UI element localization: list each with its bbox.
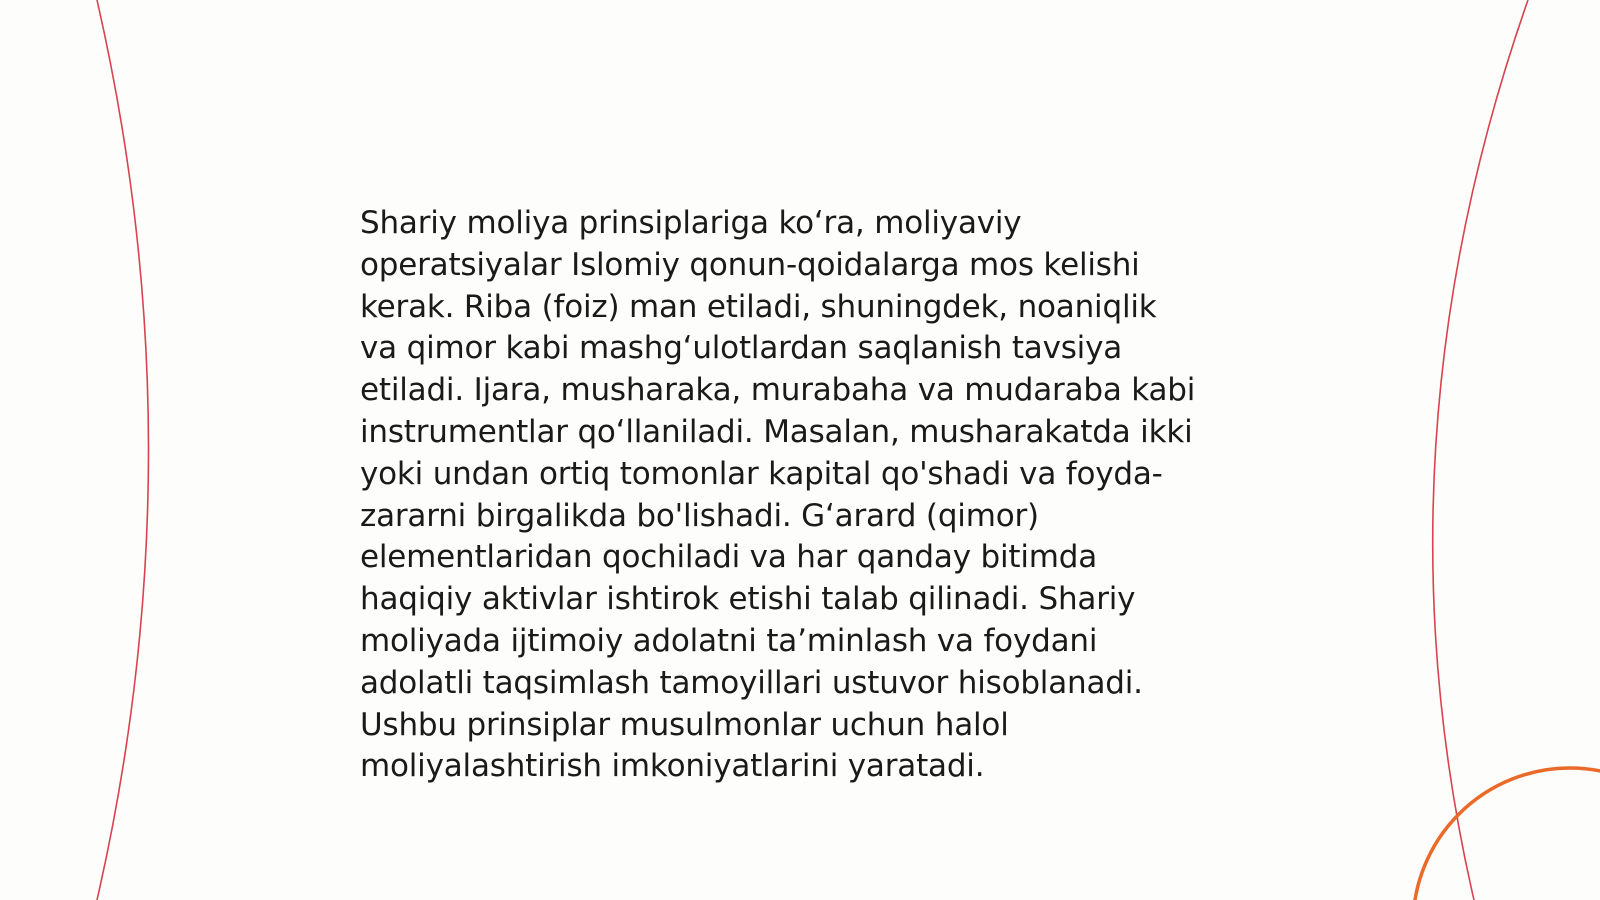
paragraph-line: moliyalashtirish imkoniyatlarini yaratadi. (360, 748, 985, 785)
paragraph-line: etiladi. Ijara, musharaka, murabaha va mudaraba kabi (360, 372, 1196, 409)
paragraph-line: zararni birgalikda bo'lishadi. G‘arard (qimor) (360, 497, 1039, 534)
paragraph-line: instrumentlar qo‘llaniladi. Masalan, musharakatda ikki (360, 413, 1193, 450)
paragraph-line: moliyada ijtimoiy adolatni ta’minlash va foydani (360, 622, 1098, 659)
right-arc-line (1433, 0, 1528, 900)
paragraph-line: va qimor kabi mashg‘ulotlardan saqlanish tavsiya (360, 330, 1123, 367)
paragraph-line: yoki undan ortiq tomonlar kapital qo'shadi va foyda- (360, 455, 1163, 492)
body-paragraph (360, 203, 1260, 788)
paragraph-line: adolatli taqsimlash tamoyillari ustuvor hisoblanadi. (360, 664, 1143, 701)
orange-circle-outline (1413, 768, 1600, 900)
paragraph-line: Shariy moliya prinsiplariga ko‘ra, moliyaviy (360, 205, 1022, 241)
paragraph-line: elementlaridan qochiladi va har qanday bitimda (360, 539, 1098, 576)
paragraph-line: operatsiyalar Islomiy qonun-qoidalarga mos kelishi (360, 246, 1140, 283)
paragraph-line: haqiqiy aktivlar ishtirok etishi talab qilinadi. Shariy (360, 581, 1136, 618)
paragraph-line: Ushbu prinsiplar musulmonlar uchun halol (360, 706, 1009, 743)
paragraph-line: kerak. Riba (foiz) man etiladi, shuningdek, noaniqlik (360, 288, 1157, 325)
left-arc-line (97, 0, 149, 900)
